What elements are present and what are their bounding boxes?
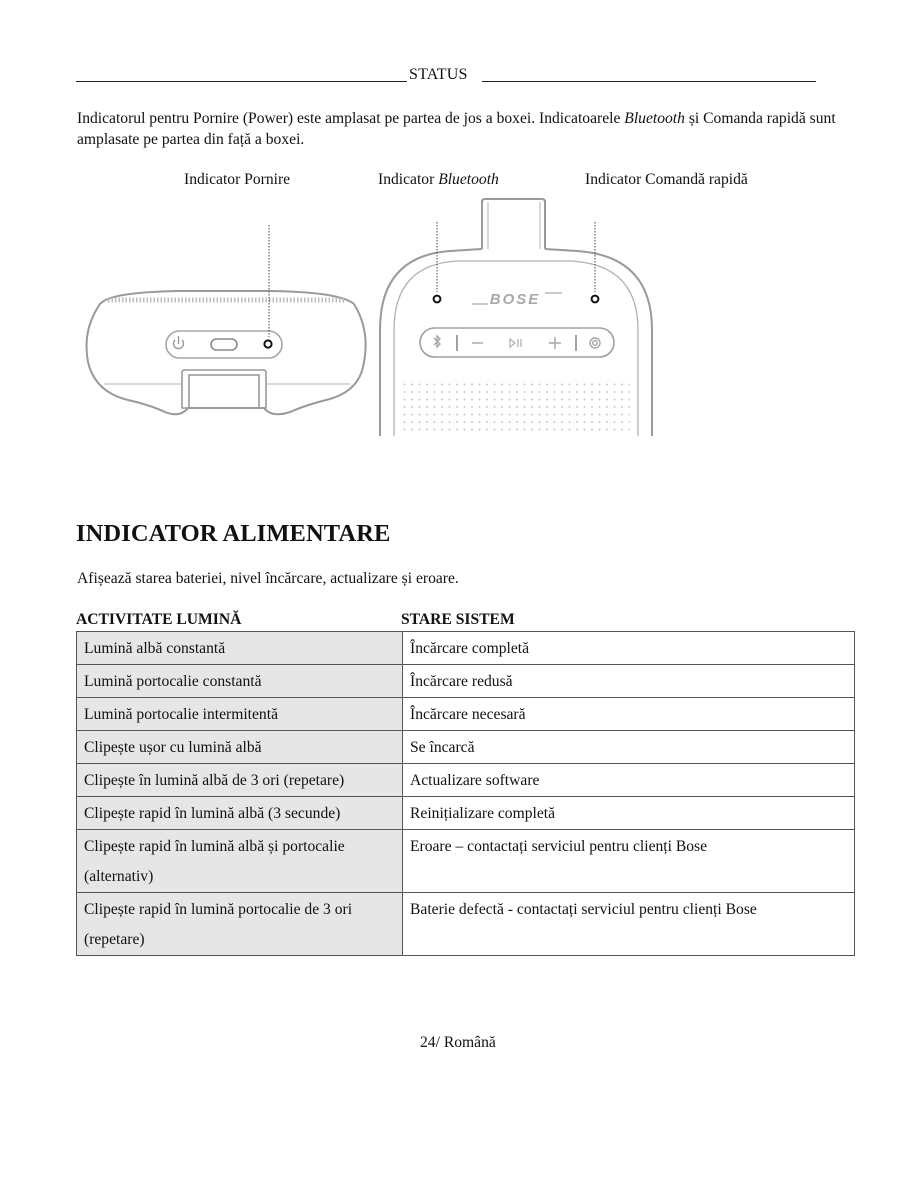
column-header-state: STARE SISTEM <box>401 611 515 628</box>
table-row <box>77 764 855 797</box>
activity-cell: Lumină portocalie intermitentă <box>77 698 403 731</box>
state-cell: Baterie defectă - contactați serviciul pentru clienți Bose <box>403 893 855 956</box>
bluetooth-icon <box>434 336 440 347</box>
state-cell: Încărcare completă <box>403 632 855 665</box>
state-cell: Reinițializare completă <box>403 797 855 830</box>
table-row <box>77 698 855 731</box>
table-row <box>77 731 855 764</box>
table-row <box>77 632 855 665</box>
label-shortcut-indicator: Indicator Comandă rapidă <box>585 171 748 188</box>
activity-cell: Clipește rapid în lumină albă (3 secunde) <box>77 797 403 830</box>
activity-cell: Lumină portocalie constantă <box>77 665 403 698</box>
state-cell: Se încarcă <box>403 731 855 764</box>
activity-cell: Lumină albă constantă <box>77 632 403 665</box>
section-title: INDICATOR ALIMENTARE <box>76 520 391 547</box>
activity-cell: Clipește în lumină albă de 3 ori (repetare) <box>77 764 403 797</box>
state-cell: Încărcare redusă <box>403 665 855 698</box>
label-power-indicator: Indicator Pornire <box>184 171 291 188</box>
state-cell: Eroare – contactați serviciul pentru clienți Bose <box>403 830 855 893</box>
intro-text-2: și Comanda rapidă sunt amplasate pe partea din față a boxei. <box>77 110 836 148</box>
table-row <box>77 665 855 698</box>
table-row <box>77 797 855 830</box>
section-description: Afișează starea bateriei, nivel încărcare, actualizare și eroare. <box>77 570 459 587</box>
label-bluetooth-prefix: Indicator <box>378 171 439 188</box>
volume-up-icon <box>549 337 561 349</box>
bluetooth-indicator-led <box>434 296 441 303</box>
state-cell: Încărcare necesară <box>403 698 855 731</box>
speaker-grille <box>402 382 630 436</box>
shortcut-indicator-led <box>592 296 599 303</box>
status-table <box>76 631 855 956</box>
table-row <box>77 893 855 956</box>
bose-logo: BOSE <box>489 291 541 308</box>
page-header-title: STATUS <box>409 66 468 83</box>
label-bluetooth-italic: Bluetooth <box>438 171 499 188</box>
state-cell: Actualizare software <box>403 764 855 797</box>
activity-cell: Clipește rapid în lumină portocalie de 3 ori (repetare) <box>77 893 403 956</box>
intro-bluetooth-italic: Bluetooth <box>624 110 685 127</box>
table-row <box>77 830 855 893</box>
page-footer: 24/ Română <box>420 1034 496 1051</box>
intro-text-1: Indicatorul pentru Pornire (Power) este amplasat pe partea de jos a boxei. Indicatoarele <box>77 110 625 127</box>
activity-cell: Clipește ușor cu lumină albă <box>77 731 403 764</box>
activity-cell: Clipește rapid în lumină albă și portocalie (alternativ) <box>77 830 403 893</box>
speaker-front-illustration <box>0 0 919 460</box>
shortcut-icon <box>590 338 600 348</box>
column-header-activity: ACTIVITATE LUMINĂ <box>76 611 242 628</box>
play-pause-icon <box>510 339 521 347</box>
